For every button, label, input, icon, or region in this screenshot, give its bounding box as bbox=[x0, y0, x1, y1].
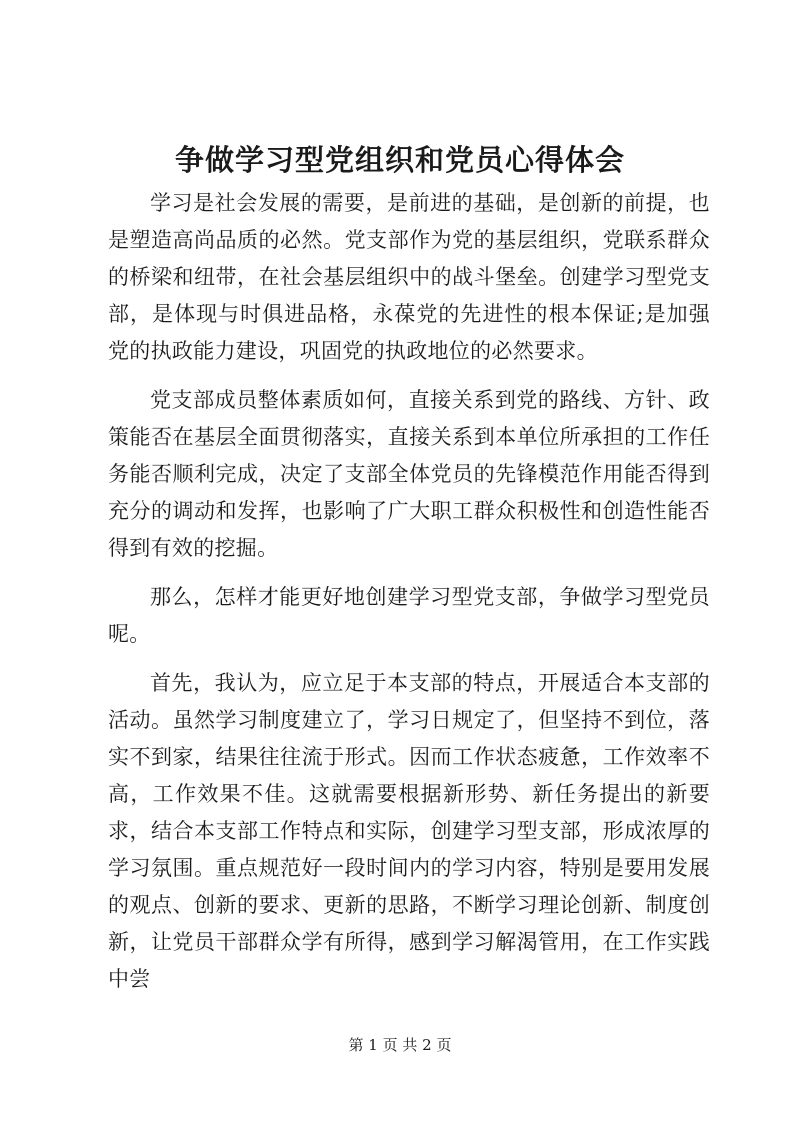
page-footer: 第 1 页 共 2 页 bbox=[348, 1036, 452, 1054]
document-body bbox=[108, 185, 710, 1010]
document-title: 争做学习型党组织和党员心得体会 bbox=[174, 143, 625, 177]
paragraph-3: 那么，怎样才能更好地创建学习型党支部，争做学习型党员呢。 bbox=[108, 585, 710, 646]
paragraph-1: 学习是社会发展的需要，是前进的基础，是创新的前提，也是塑造高尚品质的必然。党支部作为党的基层组织，党联系群众的桥梁和纽带，在社会基层组织中的战斗堡垒。创建学习型党支部，是体现与时俱进品格，永葆党的先进性的根本保证;是加强党的执政能力建设，巩固党的执政地位的必然要求。 bbox=[108, 191, 710, 363]
paragraph-2: 党支部成员整体素质如何，直接关系到党的路线、方针、政策能否在基层全面贯彻落实，直接关系到本单位所承担的工作任务能否顺利完成，决定了支部全体党员的先锋模范作用能否得到充分的调动和发挥，也影响了广大职工群众积极性和创造性能否得到有效的挖掘。 bbox=[108, 388, 710, 560]
paragraph-4: 首先，我认为，应立足于本支部的特点，开展适合本支部的活动。虽然学习制度建立了，学习日规定了，但坚持不到位，落实不到家，结果往往流于形式。因而工作状态疲惫，工作效率不高，工作效果不佳。这就需要根据新形势、新任务提出的新要求，结合本支部工作特点和实际，创建学习型支部，形成浓厚的学习氛围。重点规范好一段时间内的学习内容，特别是要用发展的观点、创新的要求、更新的思路，不断学习理论创新、制度创新，让党员干部群众学有所得，感到学习解渴管用，在工作实践中尝 bbox=[108, 671, 710, 991]
